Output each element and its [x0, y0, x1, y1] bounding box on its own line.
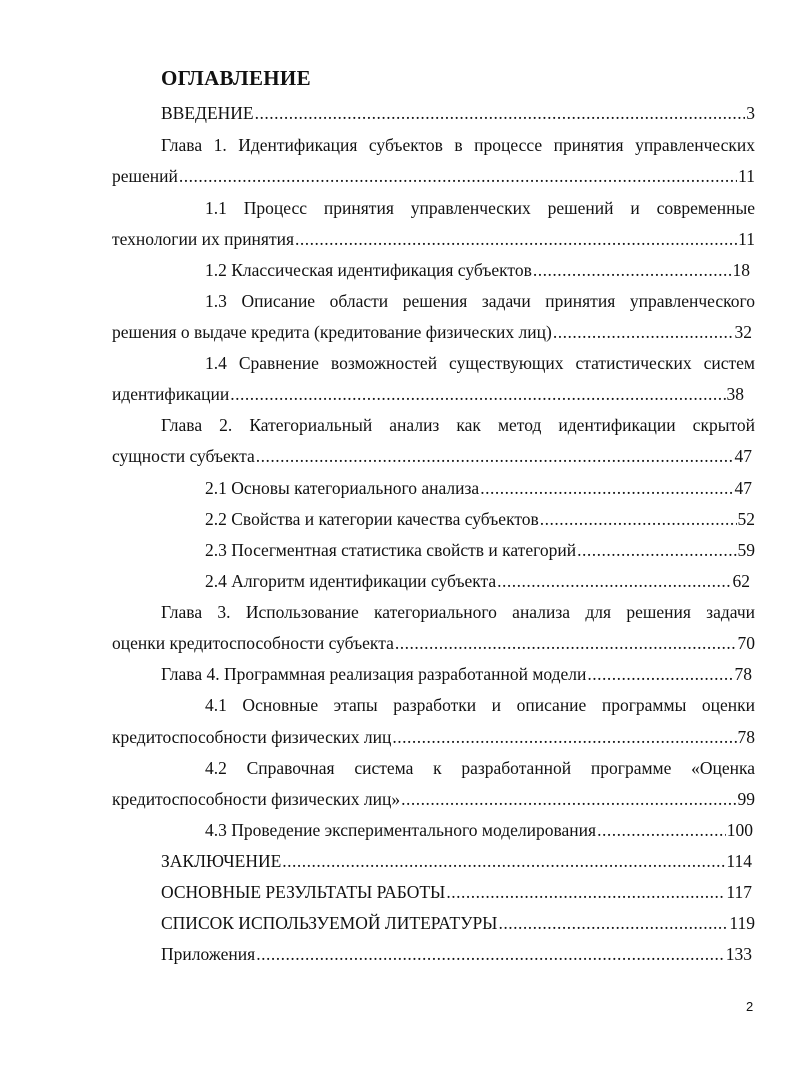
toc-page-number: 78 [737, 727, 755, 747]
toc-entry-label: 2.1 Основы категориального анализа [205, 478, 480, 498]
toc-entry-label: идентификации [112, 384, 230, 404]
toc-entry-label: оценки кредитоспособности субъекта [112, 633, 394, 653]
toc-entry-label: решений [112, 166, 178, 186]
toc-entry-label: 4.3 Проведение экспериментального моделирования [205, 820, 597, 840]
toc-entry-label: Глава 4. Программная реализация разработанной модели [161, 664, 587, 684]
toc-entry-label: технологии их принятия [112, 229, 295, 249]
leader-dots [540, 508, 737, 530]
toc-page-number: 70 [737, 633, 755, 653]
toc-entry-ch2-line1[interactable]: Глава 2. Категориальный анализ как метод идентификации скрытой [161, 415, 755, 435]
toc-page-number: 117 [726, 882, 752, 902]
toc-entry-s24[interactable] [205, 570, 750, 592]
toc-title: ОГЛАВЛЕНИЕ [161, 66, 311, 90]
leader-dots [255, 102, 746, 124]
leader-dots [395, 632, 737, 654]
toc-page-number: 119 [729, 913, 755, 933]
leader-dots [577, 539, 736, 561]
toc-entry-s43[interactable] [205, 819, 753, 841]
leader-dots [230, 383, 725, 405]
leader-dots [480, 477, 733, 499]
toc-page-number: 47 [734, 446, 752, 466]
toc-entry-label: 1.2 Классическая идентификация субъектов [205, 260, 532, 280]
toc-page-number: 99 [737, 789, 755, 809]
toc-entry-s14-line1[interactable]: 1.4 Сравнение возможностей существующих статистических систем [205, 353, 755, 373]
toc-page-number: 47 [734, 478, 752, 498]
toc-entry-label: решения о выдаче кредита (кредитование физических лиц) [112, 322, 552, 342]
toc-entry-s41-line2[interactable] [112, 726, 755, 748]
leader-dots [533, 259, 732, 281]
leader-dots [179, 165, 737, 187]
toc-entry-s23[interactable] [205, 539, 755, 561]
toc-entry-label: ОСНОВНЫЕ РЕЗУЛЬТАТЫ РАБОТЫ [161, 882, 446, 902]
toc-entry-s42-line2[interactable] [112, 788, 755, 810]
leader-dots [282, 850, 725, 872]
toc-entry-s42-line1[interactable]: 4.2 Справочная система к разработанной программе «Оценка [205, 758, 755, 778]
leader-dots [256, 445, 734, 467]
toc-page-number: 18 [732, 260, 750, 280]
toc-page-number: 78 [734, 664, 752, 684]
leader-dots [446, 881, 725, 903]
toc-entry-ch2-line2[interactable] [112, 445, 752, 467]
leader-dots [597, 819, 726, 841]
toc-entry-label: Приложения [161, 944, 256, 964]
toc-entry-s22[interactable] [205, 508, 755, 530]
toc-entry-label: кредитоспособности физических лиц» [112, 789, 401, 809]
toc-entry-s41-line1[interactable]: 4.1 Основные этапы разработки и описание программы оценки [205, 695, 755, 715]
toc-page-number: 52 [737, 509, 755, 529]
toc-entry-ch1-line2[interactable] [112, 165, 755, 187]
toc-entry-results[interactable] [161, 881, 752, 903]
toc-page-number: 11 [738, 166, 755, 186]
toc-entry-s13-line1[interactable]: 1.3 Описание области решения задачи принятия управленческого [205, 291, 755, 311]
toc-entry-appendix[interactable] [161, 943, 752, 965]
toc-page-number: 133 [725, 944, 752, 964]
toc-entry-label: кредитоспособности физических лиц [112, 727, 392, 747]
leader-dots [587, 663, 733, 685]
toc-entry-ch3-line2[interactable] [112, 632, 755, 654]
leader-dots [392, 726, 736, 748]
leader-dots [401, 788, 736, 810]
toc-entry-label: ЗАКЛЮЧЕНИЕ [161, 851, 282, 871]
leader-dots [498, 912, 728, 934]
toc-entry-ch3-line1[interactable]: Глава 3. Использование категориального анализа для решения задачи [161, 602, 755, 622]
toc-entry-intro[interactable] [161, 102, 755, 124]
toc-entry-label: ВВЕДЕНИЕ [161, 103, 254, 123]
toc-page-number: 38 [726, 384, 744, 404]
toc-entry-s14-line2[interactable] [112, 383, 744, 405]
toc-page-number: 114 [726, 851, 752, 871]
toc-entry-ch4[interactable] [161, 663, 752, 685]
toc-entry-refs[interactable] [161, 912, 755, 934]
toc-entry-s12[interactable] [205, 259, 750, 281]
toc-page-number: 100 [726, 820, 753, 840]
leader-dots [295, 228, 737, 250]
leader-dots [553, 321, 734, 343]
toc-entry-ch1-line1[interactable]: Глава 1. Идентификация субъектов в процессе принятия управленческих [161, 135, 755, 155]
toc-entry-label: сущности субъекта [112, 446, 255, 466]
toc-entry-label: СПИСОК ИСПОЛЬЗУЕМОЙ ЛИТЕРАТУРЫ [161, 913, 498, 933]
toc-page-number: 59 [737, 540, 755, 560]
toc-entry-label: 2.3 Посегментная статистика свойств и категорий [205, 540, 577, 560]
toc-page-number: 3 [746, 103, 755, 123]
toc-entry-s11-line1[interactable]: 1.1 Процесс принятия управленческих решений и современные [205, 198, 755, 218]
page-number: 2 [746, 999, 754, 1014]
toc-entry-label: 2.4 Алгоритм идентификации субъекта [205, 571, 497, 591]
toc-entry-conclusion[interactable] [161, 850, 752, 872]
toc-entry-s11-line2[interactable] [112, 228, 755, 250]
toc-entry-s13-line2[interactable] [112, 321, 752, 343]
toc-entry-label: 2.2 Свойства и категории качества субъектов [205, 509, 539, 529]
toc-entry-s21[interactable] [205, 477, 752, 499]
toc-page-number: 32 [734, 322, 752, 342]
toc-page-number: 11 [738, 229, 755, 249]
toc-page-number: 62 [732, 571, 750, 591]
leader-dots [256, 943, 725, 965]
leader-dots [497, 570, 731, 592]
